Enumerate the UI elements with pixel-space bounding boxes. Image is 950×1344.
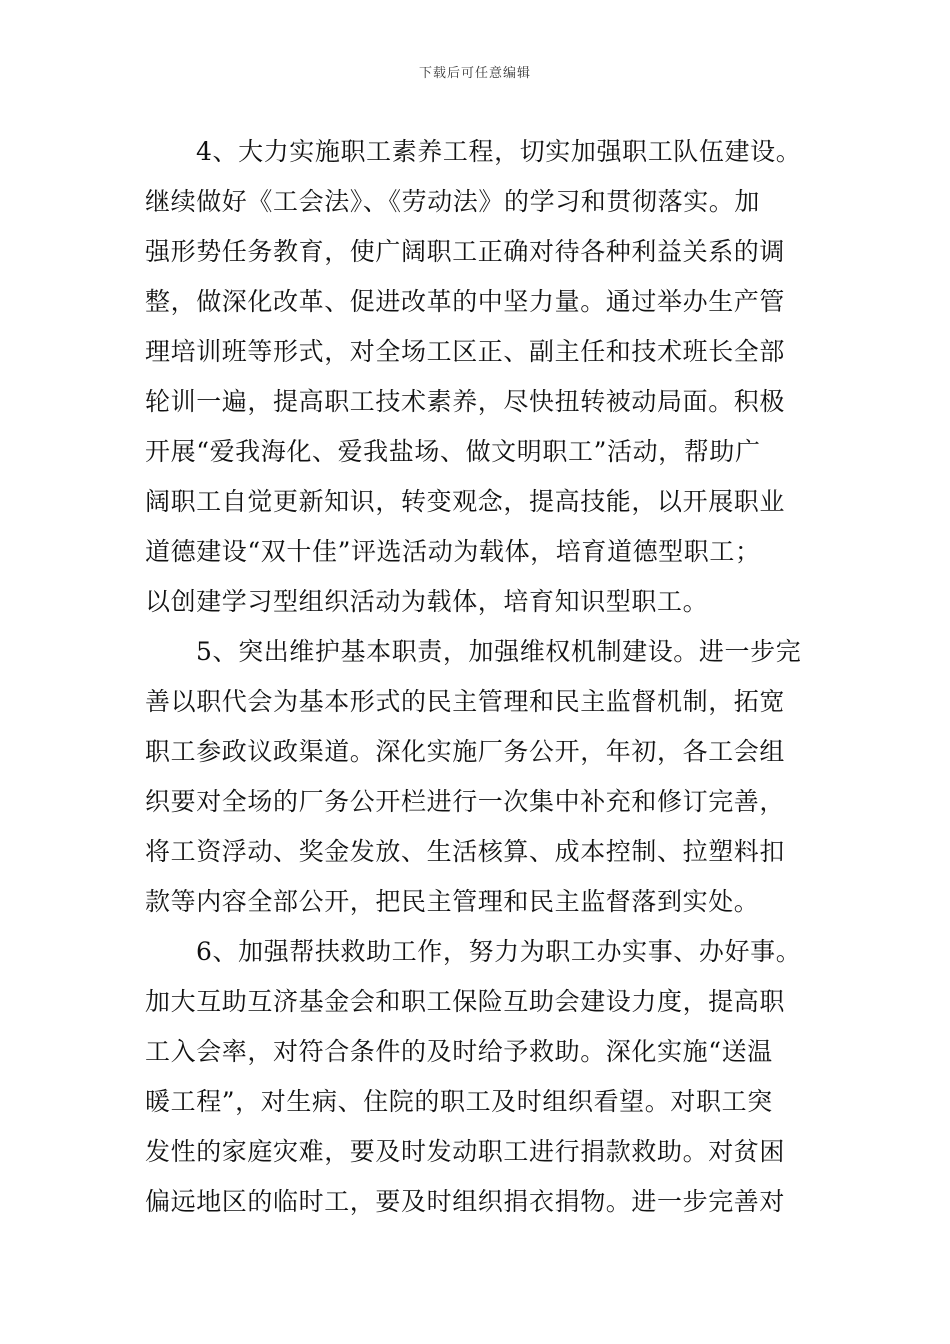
- text-line: 理培训班等形式，对全场工区正、副主任和技术班长全部: [145, 337, 786, 366]
- text-line: 加大互助互济基金会和职工保险互助会建设力度，提高职: [145, 987, 786, 1016]
- text-line: 善以职代会为基本形式的民主管理和民主监督机制，拓宽: [145, 687, 786, 716]
- text-line: 强形势任务教育，使广阔职工正确对待各种利益关系的调: [145, 237, 786, 266]
- text-line: 将工资浮动、奖金发放、生活核算、成本控制、拉塑料扣: [145, 837, 786, 866]
- text-line: 阔职工自觉更新知识，转变观念，提高技能，以开展职业: [145, 487, 786, 516]
- text-line: 暖工程”，对生病、住院的职工及时组织看望。对职工突: [145, 1087, 773, 1116]
- text-line: 织要对全场的厂务公开栏进行一次集中补充和修订完善，: [145, 787, 786, 816]
- text-line: 整，做深化改革、促进改革的中坚力量。通过举办生产管: [145, 287, 786, 316]
- text-line: 发性的家庭灾难，要及时发动职工进行捐款救助。对贫困: [145, 1137, 786, 1166]
- text-line: 偏远地区的临时工，要及时组织捐衣捐物。进一步完善对: [145, 1187, 786, 1216]
- text-line: 5、突出维护基本职责，加强维权机制建设。进一步完: [196, 637, 802, 666]
- document-body: [145, 127, 807, 1227]
- text-line: 道德建设“双十佳”评选活动为载体，培育道德型职工；: [145, 537, 761, 566]
- text-line: 继续做好《工会法》、《劳动法》的学习和贯彻落实。加: [145, 187, 761, 216]
- text-line: 开展“爱我海化、爱我盐场、做文明职工”活动，帮助广: [145, 437, 761, 466]
- text-line: 6、加强帮扶救助工作，努力为职工办实事、办好事。: [196, 937, 802, 966]
- text-line: 以创建学习型组织活动为载体，培育知识型职工。: [145, 587, 709, 616]
- text-line: 款等内容全部公开，把民主管理和民主监督落到实处。: [145, 887, 760, 916]
- text-line: 职工参政议政渠道。深化实施厂务公开，年初，各工会组: [145, 737, 786, 766]
- text-line: 4、大力实施职工素养工程，切实加强职工队伍建设。: [196, 137, 802, 166]
- page-header: 下载后可任意编辑: [418, 66, 531, 81]
- text-line: 工入会率，对符合条件的及时给予救助。深化实施“送温: [145, 1037, 773, 1066]
- text-line: 轮训一遍，提高职工技术素养，尽快扭转被动局面。积极: [145, 387, 786, 416]
